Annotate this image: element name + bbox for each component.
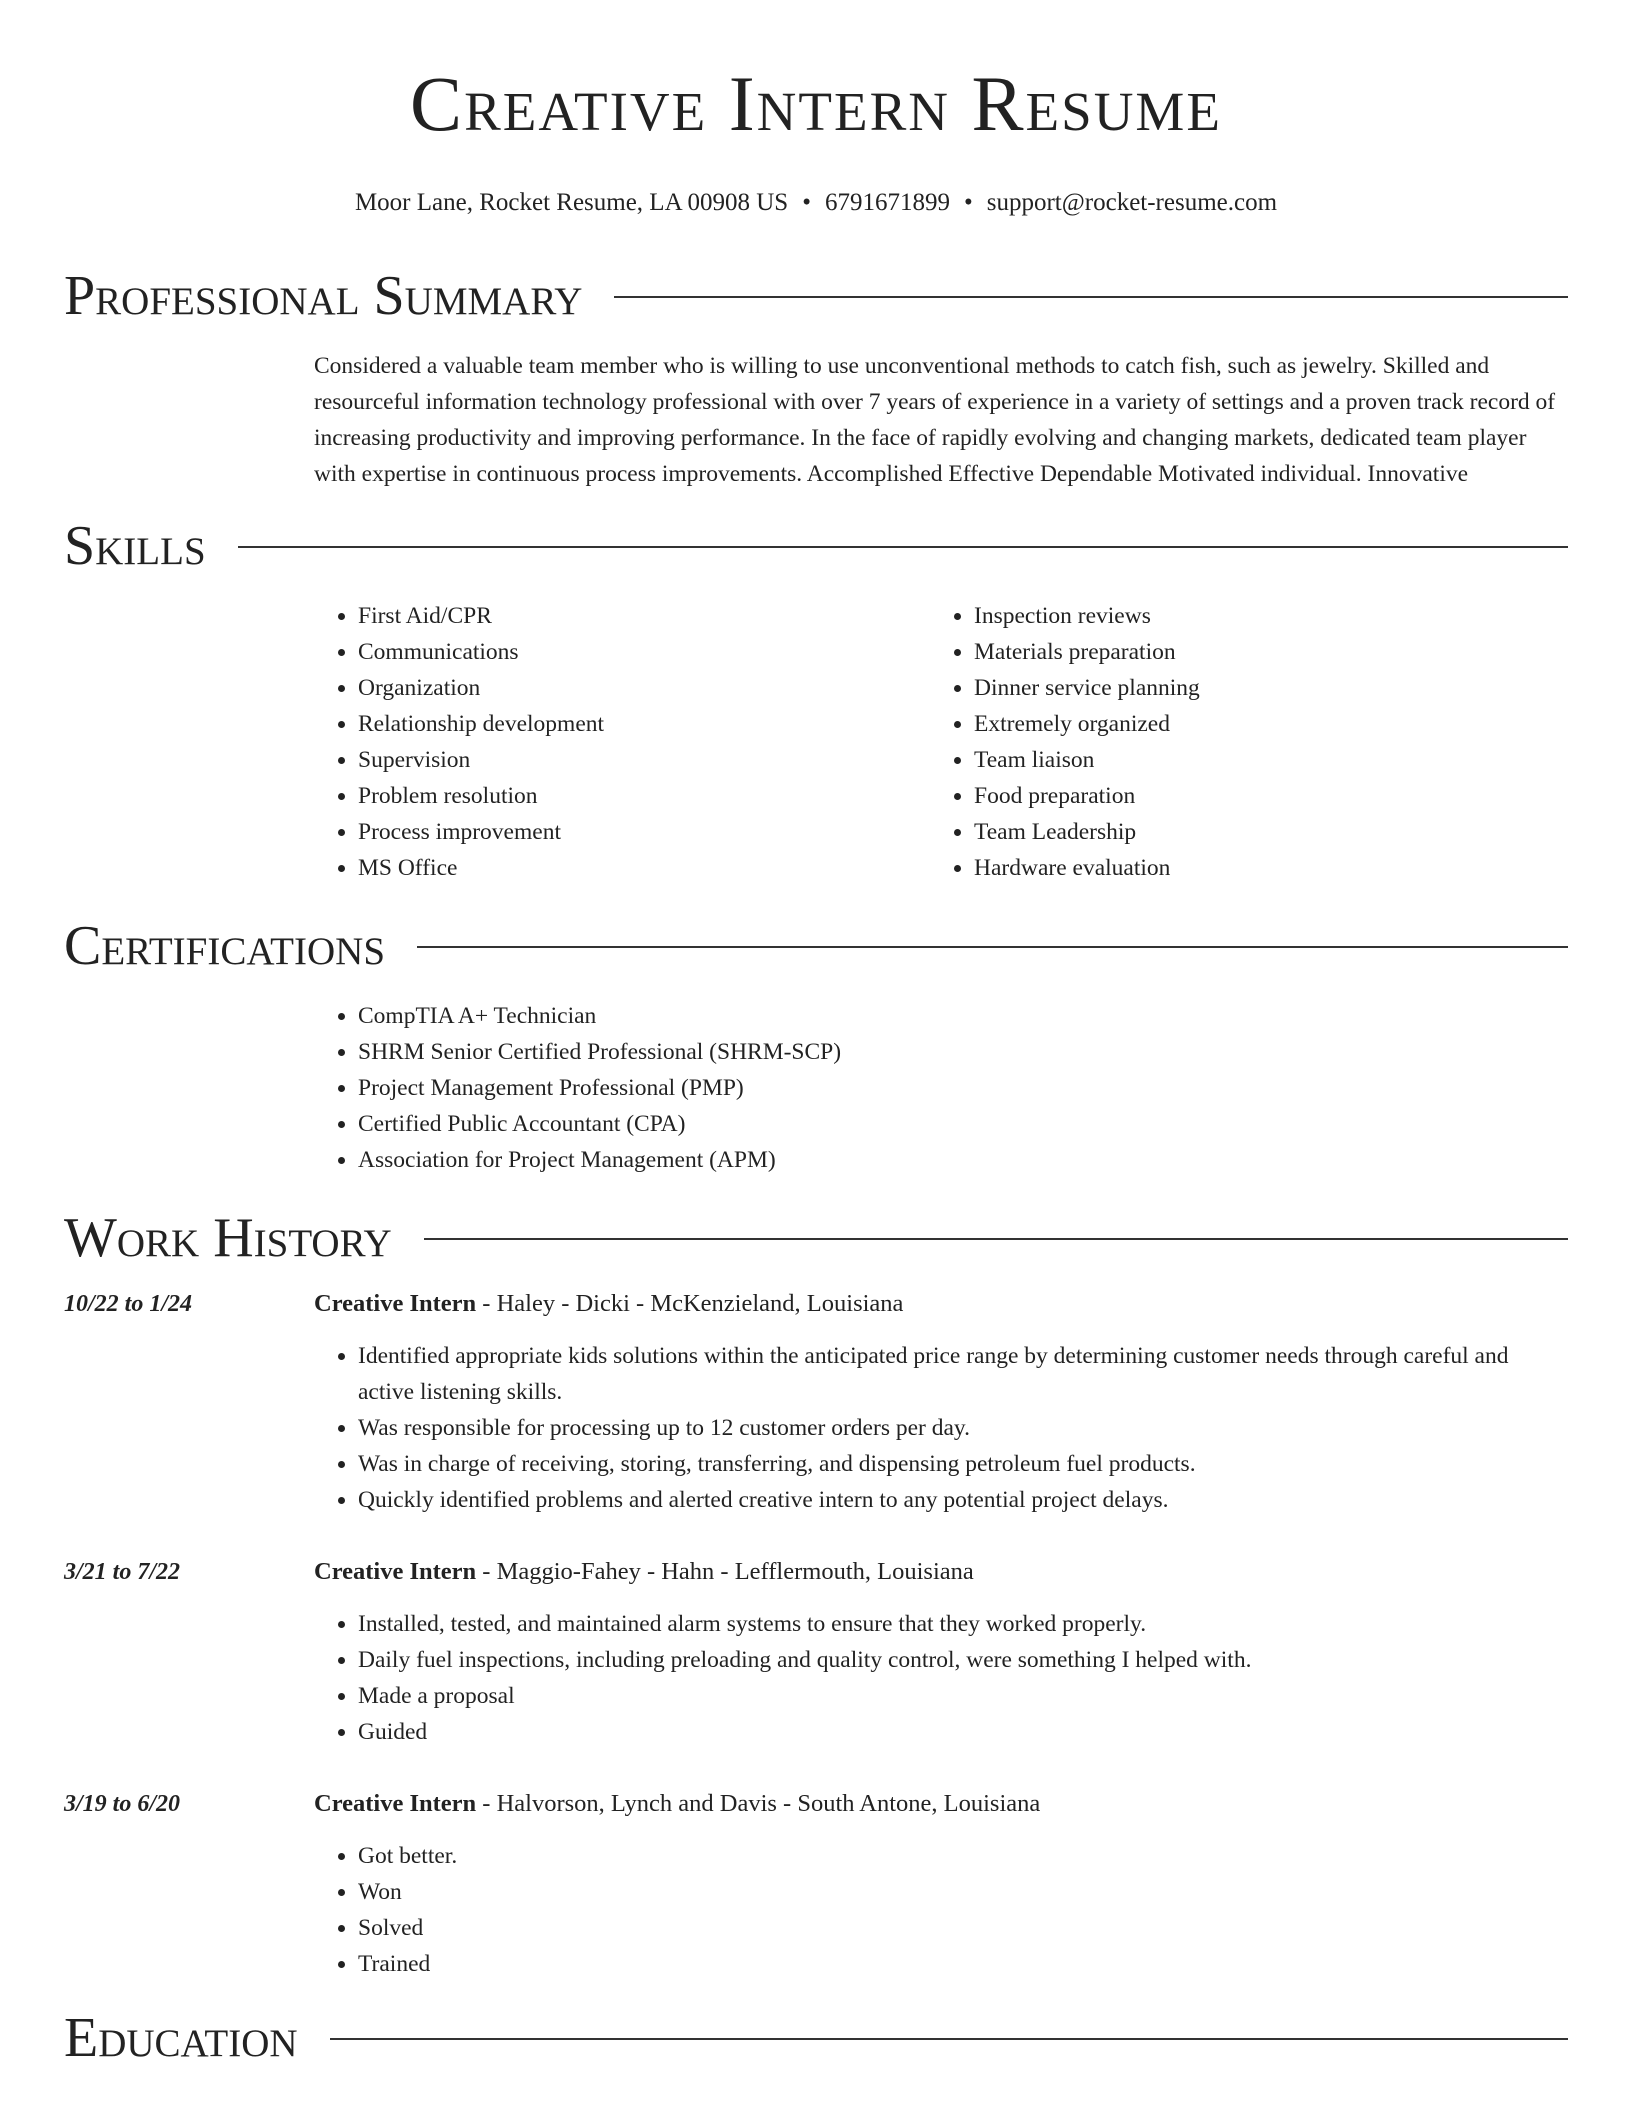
skill-item: • Team liaison (974, 742, 1546, 778)
job-bullet: • Solved (358, 1910, 1568, 1946)
skill-item: • Hardware evaluation (974, 850, 1546, 886)
job-bullets (314, 1606, 1568, 1750)
job-employer: - Haley - Dicki - McKenzieland, Louisiana (476, 1290, 904, 1317)
skill-item: • MS Office (358, 850, 930, 886)
skills-column-right (930, 598, 1546, 886)
skill-item: • Food preparation (974, 778, 1546, 814)
job-bullet: • Trained (358, 1946, 1568, 1982)
certification-item: • SHRM Senior Certified Professional (SHRM-SCP) (358, 1034, 1568, 1070)
job-title: Creative Intern (314, 1558, 477, 1585)
certifications-title: Certifications (64, 915, 386, 977)
skill-item: • Materials preparation (974, 634, 1546, 670)
section-divider (238, 546, 1568, 548)
job-bullet: • Won (358, 1874, 1568, 1910)
certifications-list (314, 998, 1568, 1178)
certifications-section-header (64, 916, 1568, 976)
skills-section-header (64, 516, 1568, 576)
summary-section-header (64, 266, 1568, 326)
skills-list-left (314, 598, 930, 886)
contact-address: Moor Lane, Rocket Resume, LA 00908 US (354, 189, 789, 216)
job-employer: - Maggio-Fahey - Hahn - Lefflermouth, Louisiana (476, 1558, 974, 1585)
job-details (314, 1786, 1568, 1982)
job-bullet: • Was responsible for processing up to 12 customer orders per day. (358, 1410, 1568, 1446)
contact-separator: • (802, 189, 811, 216)
certification-item: • Association for Project Management (APM) (358, 1142, 1568, 1178)
resume-name: Creative Intern Resume (410, 60, 1222, 147)
job-employer: - Halvorson, Lynch and Davis - South Antone, Louisiana (476, 1790, 1041, 1817)
job-heading (314, 1786, 1568, 1822)
job-bullet: • Identified appropriate kids solutions within the anticipated price range by determining customer needs through careful and active listening skills. (358, 1338, 1568, 1410)
summary-title: Professional Summary (64, 265, 583, 327)
skills-grid (314, 598, 1568, 886)
job-bullet: • Made a proposal (358, 1678, 1568, 1714)
job-details (314, 1286, 1568, 1518)
job-entry (64, 1786, 1568, 1982)
summary-text: Considered a valuable team member who is willing to use unconventional methods to catch fish, such as jewelry. Skilled and resourceful information technology professional with over 7 years of experience in a variety of settings and a proven track record of increasing productivity and improving performance. In the face of rapidly evolving and changing markets, dedicated team player with expertise in continuous process improvements. Accomplished Effective Dependable Motivated individual. Innovative (314, 353, 1556, 487)
skill-item: • Organization (358, 670, 930, 706)
job-details (314, 1554, 1568, 1750)
job-dates: 3/21 to 7/22 (64, 1559, 181, 1585)
skill-item: • Relationship development (358, 706, 930, 742)
contact-separator: • (963, 189, 973, 216)
job-bullet: • Guided (358, 1714, 1568, 1750)
skill-item: • Inspection reviews (974, 598, 1546, 634)
skills-list-right (930, 598, 1546, 886)
skills-column-left (314, 598, 930, 886)
section-divider (424, 1238, 1568, 1240)
certification-item: • Project Management Professional (PMP) (358, 1070, 1568, 1106)
job-entry (64, 1286, 1568, 1518)
education-title: Education (64, 2007, 298, 2069)
job-bullets (314, 1338, 1568, 1518)
skill-item: • First Aid/CPR (358, 598, 930, 634)
job-bullets (314, 1838, 1568, 1982)
section-divider (614, 296, 1568, 298)
skill-item: • Problem resolution (358, 778, 930, 814)
job-bullet: • Quickly identified problems and alerted creative intern to any potential project delays. (358, 1482, 1568, 1518)
job-title: Creative Intern (314, 1790, 477, 1817)
certification-item: • CompTIA A+ Technician (358, 998, 1568, 1034)
skill-item: • Extremely organized (974, 706, 1546, 742)
contact-email: support@rocket-resume.com (986, 189, 1278, 216)
job-dates: 3/19 to 6/20 (64, 1791, 181, 1817)
skill-item: • Process improvement (358, 814, 930, 850)
section-divider (417, 946, 1568, 948)
job-title: Creative Intern (314, 1290, 477, 1317)
skills-title: Skills (64, 515, 206, 577)
contact-phone: 6791671899 (824, 189, 950, 216)
job-heading (314, 1286, 1568, 1322)
skill-item: • Communications (358, 634, 930, 670)
job-entry (64, 1554, 1568, 1750)
job-heading (314, 1554, 1568, 1590)
skill-item: • Dinner service planning (974, 670, 1546, 706)
certifications-block (314, 998, 1568, 1178)
job-bullet: • Was in charge of receiving, storing, transferring, and dispensing petroleum fuel products. (358, 1446, 1568, 1482)
work-title: Work History (64, 1207, 392, 1269)
contact-line (64, 188, 1568, 218)
skill-item: • Supervision (358, 742, 930, 778)
work-section-header (64, 1208, 1568, 1268)
job-dates: 10/22 to 1/24 (64, 1291, 193, 1317)
job-bullet: • Installed, tested, and maintained alarm systems to ensure that they worked properly. (358, 1606, 1568, 1642)
job-bullet: • Daily fuel inspections, including preloading and quality control, were something I helped with. (358, 1642, 1568, 1678)
skill-item: • Team Leadership (974, 814, 1546, 850)
education-section-header (64, 2008, 1568, 2068)
job-bullet: • Got better. (358, 1838, 1568, 1874)
section-divider (330, 2038, 1568, 2040)
certification-item: • Certified Public Accountant (CPA) (358, 1106, 1568, 1142)
